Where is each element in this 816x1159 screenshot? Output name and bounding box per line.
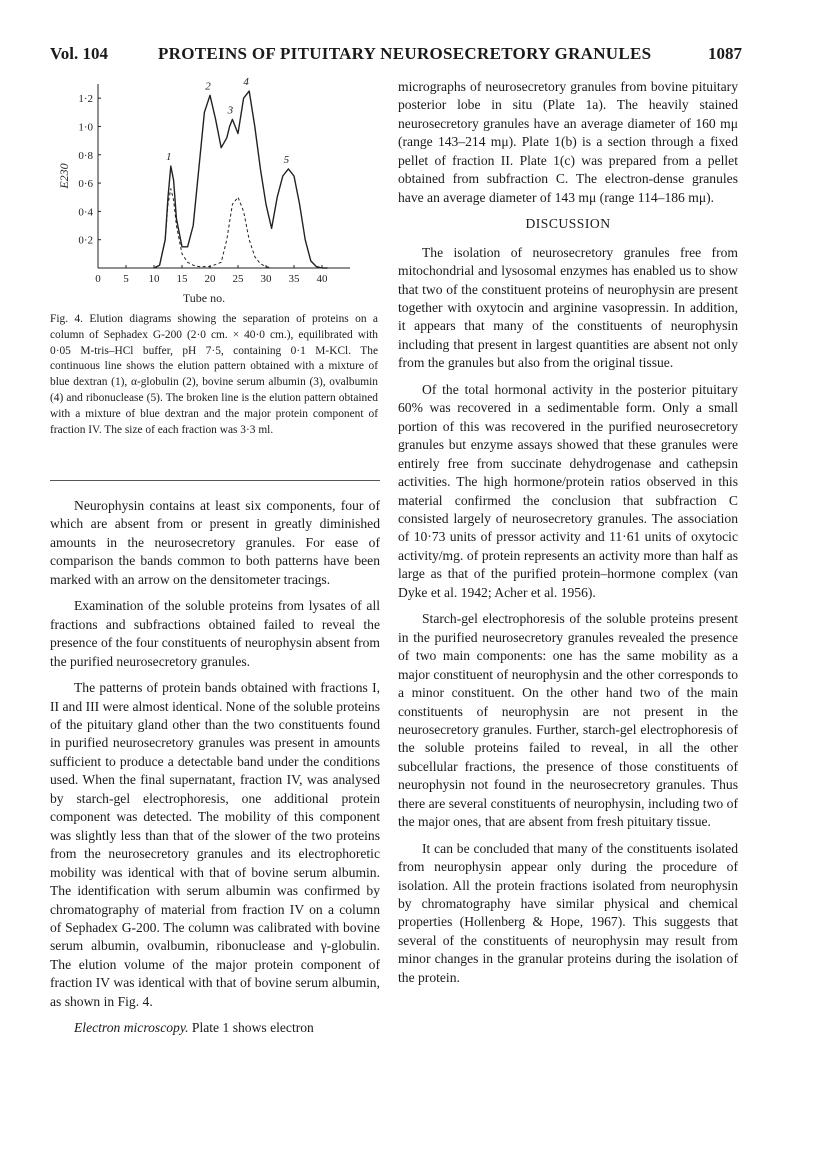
section-heading: DISCUSSION — [525, 216, 611, 232]
paragraph: Neurophysin contains at least six components, four of which are absent from or present in greatly diminished amounts in the neurosecretory granules. For ease of comparison the bands common to both patterns have been marked with an arrow on the densitometer tracings. — [50, 498, 380, 587]
running-header — [50, 44, 742, 66]
dashed-series-line — [154, 189, 277, 268]
peak-label: 1 — [166, 151, 172, 164]
x-tick-label: 5 — [123, 273, 129, 285]
y-tick-label: 0·2 — [78, 234, 93, 247]
x-tick-label: 25 — [232, 273, 244, 285]
paragraph: Starch-gel electrophoresis of the soluble proteins present in the purified neurosecretory granules revealed the presence of two main components: one has the same mobility as a major constituent of neurophysin and the other corresponds to a minor constituent. On the other hand two of the main constituents of neurophysin are not present in the neurosecretory granules. Further, starch-gel electrophoresis of the soluble proteins failed to reveal, in all the other subcellular fractions, the presence of those constituents of neurophysin not found in the neurosecretory granules. Thus there are several constituents of neurophysin, including two of the major ones, that are absent from fresh pituitary tissue. — [398, 611, 738, 830]
peak-label: 2 — [205, 80, 211, 93]
section-divider — [50, 480, 380, 481]
peak-label: 3 — [227, 104, 234, 117]
x-axis-label: Tube no. — [182, 291, 226, 305]
y-tick-label: 1·2 — [78, 93, 93, 106]
caption-text: Fig. 4. Elution diagrams showing the separation of proteins on a column of Sephadex G-200 (2·0 cm. × 40·0 cm.), equilibrated with 0·05 M-tris–HCl buffer, pH 7·5, containing 0·1 M-KCl. The continuous line shows the elution pattern obtained with a mixture of blue dextran (1), α-globulin (2), bovine serum albumin (3), ovalbumin (4) and ribonuclease (5). The broken line is the elution pattern obtained with a mixture of blue dextran and the major protein component of fraction IV. The size of each fraction was 3·3 ml. — [50, 313, 378, 436]
page-number: 1087 — [708, 44, 742, 63]
paragraph — [50, 1019, 380, 1037]
x-tick-label: 15 — [176, 273, 188, 285]
paragraph-text: Plate 1 shows electron — [188, 1020, 314, 1036]
paragraph: The isolation of neurosecretory granules free from mitochondrial and lysosomal enzymes has enabled us to show that two of the constituent proteins of neurophysin are present together with oxytocin and arginine vasopressin. In addition, it appears that many of the constituents of neurophysin including that present in largest quantities are absent not only from the granules but also from the original tissue. — [398, 244, 738, 371]
paragraph: Of the total hormonal activity in the posterior pituitary 60% was recovered in a sedimentable form. Only a small portion of this was recovered in the purified neurosecretory granules but enzyme assays showed that these granules were entirely free from succinate dehydrogenase and cathepsin activities. The high hormone/protein ratios observed in this material confirmed the conclusion that subfraction C consisted largely of neurosecretory granules. The association of 10·73 units of pressor activity and 11·61 units of oxytocic activity/mg. of protein represents an activity more than half as large as that of the purified protein–hormone complex (van Dyke et al. 1942; Acher et al. 1956). — [398, 381, 738, 600]
left-column — [50, 497, 380, 1046]
y-tick-label: 1·0 — [78, 121, 93, 134]
x-tick-label: 35 — [288, 273, 300, 285]
right-column — [398, 78, 738, 995]
paragraph: The patterns of protein bands obtained with fractions I, II and III were almost identical. None of the soluble proteins of the pituitary gland other than the two constituents found in purified neurosecretory granules was present in amounts sufficient to produce a detectable band under the conditions used. When the final supernatant, fraction IV, was analysed by starch-gel electrophoresis, one additional protein component was detected. The mobility of this component was slightly less than that of the slower of the two proteins from the neurosecretory granules and its electrophoretic mobility was identical with that of bovine serum albumin. The identification with serum albumin was confirmed by chromatography of material from fraction IV on a column of Sephadex G-200. The column was calibrated with bovine serum albumin, ovalbumin, ribonuclease and γ-globulin. The elution volume of the major protein component of fraction IV was identical with that of bovine serum albumin, as shown in Fig. 4. — [50, 680, 380, 1009]
x-tick-label: 0 — [95, 273, 101, 285]
x-tick-label: 30 — [260, 273, 272, 285]
x-tick-label: 10 — [148, 273, 160, 285]
figure-4 — [58, 78, 358, 308]
running-title: PROTEINS OF PITUITARY NEUROSECRETORY GRANULES — [158, 44, 652, 63]
solid-series-line — [154, 91, 328, 268]
x-tick-label: 40 — [316, 273, 328, 285]
y-tick-label: 0·6 — [78, 178, 93, 191]
y-tick-label: 0·4 — [78, 206, 93, 219]
paragraph: It can be concluded that many of the constituents isolated from neurophysin appear only during the procedure of isolation. All the protein fractions isolated from neurophysin by chromatography have similar physical and chemical properties (Hollenberg & Hope, 1967). This suggests that several of the constituents of neurophysin may result from minor changes in the granular proteins during the isolation of the protein. — [398, 840, 738, 985]
y-tick-label: 0·8 — [78, 149, 93, 162]
run-in-heading: Electron microscopy. — [74, 1020, 189, 1036]
paragraph: Examination of the soluble proteins from lysates of all fractions and subfractions obtained failed to reveal the presence of the four constituents of neurophysin absent from the purified neurosecretory granules. — [50, 598, 380, 669]
paragraph: micrographs of neurosecretory granules from bovine pituitary posterior lobe in situ (Plate 1a). The heavily stained neurosecretory granules have an average diameter of 160 mμ (range 143–214 mμ). Plate 1(b) is a section through a fixed pellet of fraction II. Plate 1(c) was prepared from a pellet obtained from subfraction C. The electron-dense granules have an average diameter of 143 mμ (range 114–186 mμ). — [398, 79, 738, 205]
peak-label: 4 — [243, 78, 249, 89]
x-tick-label: 20 — [204, 273, 216, 285]
peak-label: 5 — [283, 153, 290, 166]
figure-caption — [50, 312, 378, 438]
volume-label: Vol. 104 — [50, 44, 108, 63]
y-axis-label: E230 — [58, 163, 71, 189]
elution-chart — [58, 78, 358, 308]
